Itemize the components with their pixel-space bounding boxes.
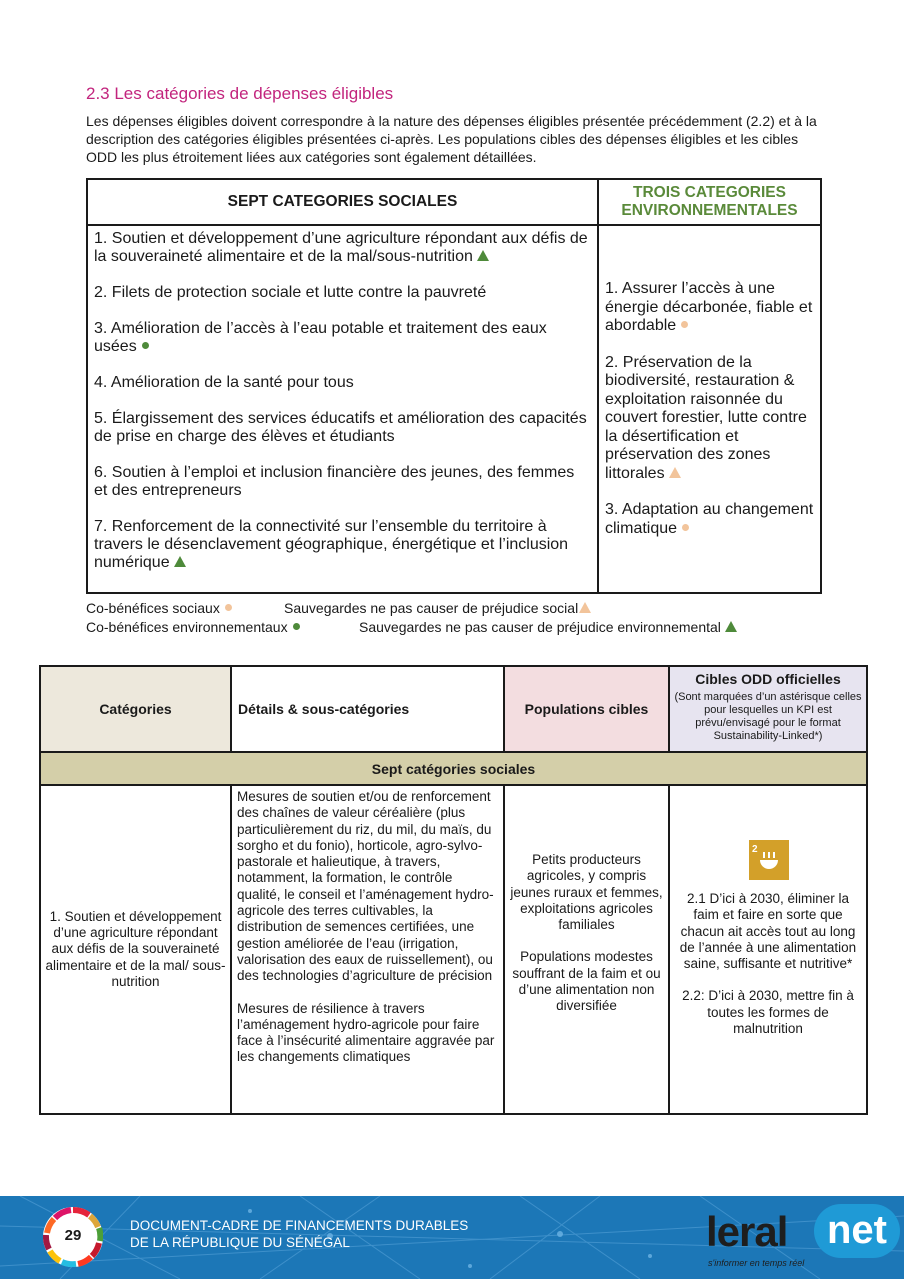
leral-net-logo: leral net s'informer en temps réel <box>706 1204 902 1276</box>
header-odd-targets <box>670 667 866 753</box>
dot-peach-icon <box>225 604 232 611</box>
social-categories-list <box>88 226 599 592</box>
row-populations-cell <box>505 786 670 1113</box>
header-details: Détails & sous-catégories <box>232 667 505 753</box>
triangle-peach-icon <box>669 467 681 478</box>
legend-co-env: Co-bénéfices environnementaux <box>86 619 300 635</box>
social-category-item: 7. Renforcement de la connectivité sur l’ensemble du territoire à travers le désenclavement géographique, énergétique et l’inclusion numérique <box>94 518 569 571</box>
triangle-green-icon <box>725 621 737 632</box>
environmental-category-item: 3. Adaptation au changement climatique <box>605 501 814 537</box>
page-number: 29 <box>64 1227 82 1244</box>
populations-paragraph: Petits producteurs agricoles, y compris jeunes ruraux et femmes, exploitations agricoles familiales <box>510 852 663 933</box>
environmental-category-item: 2. Préservation de la biodiversité, restauration & exploitation raisonnée du couvert forestier, lutte contre la désertification et préservation des zones littorales <box>605 353 807 482</box>
intro-paragraph: Les dépenses éligibles doivent correspondre à la nature des dépenses éligibles présentée précédemment (2.2) et à la description des catégories éligibles présentées ci-après. Les populations cibles des dépenses éligibles et les cibles ODD les plus étroitement liées aux catégories sont également détaillées. <box>86 113 817 165</box>
social-category-item: 4. Amélioration de la santé pour tous <box>94 374 354 391</box>
details-paragraph: Mesures de soutien et/ou de renforcement des chaînes de valeur céréalière (plus particulièrement du riz, du mil, du maïs, du sorgho et du fonio), horticole, agro-sylvo-pastorale et halieutique, à travers, notamment, la formation, le contrôle qualité, le conseil et l’aménagement hydro-agricole des terres cultivables, la distribution de semences certifiées, une gestion améliorée de l’eau (irrigation, valorisation des eaux de ruissellement), ou des technologies d’agriculture de précision <box>237 789 494 984</box>
details-paragraph: Mesures de résilience à travers l’aménagement hydro-agricole pour faire face à l’insécurité alimentaire aggravée par les changements climatiques <box>237 1000 495 1065</box>
environmental-category-item: 1. Assurer l’accès à une énergie décarbonée, fiable et abordable <box>605 280 813 334</box>
section-title: 2.3 Les catégories de dépenses éligibles <box>86 84 394 103</box>
social-categories-band: Sept catégories sociales <box>41 753 866 786</box>
categories-summary-table <box>86 178 822 594</box>
header-populations: Populations cibles <box>505 667 670 753</box>
legend-safeguard-env: Sauvegardes ne pas causer de préjudice environnemental <box>359 619 737 635</box>
page-footer <box>0 1196 904 1279</box>
populations-paragraph: Populations modestes souffrant de la faim et ou d’une alimentation non diversifiée <box>512 949 661 1014</box>
social-category-item: 1. Soutien et développement d’une agriculture répondant aux défis de la souveraineté alimentaire et de la mal/sous-nutrition <box>94 230 588 265</box>
environmental-categories-header: TROIS CATEGORIES ENVIRONNEMENTALES <box>599 180 820 226</box>
social-category-item: 2. Filets de protection sociale et lutte contre la pauvreté <box>94 284 487 301</box>
dot-green-icon <box>293 623 300 630</box>
page-number-badge <box>43 1207 103 1267</box>
odd-header-note: (Sont marquées d’un astérisque celles pour lesquelles un KPI est prévu/envisagé pour le format Sustainability-Linked*) <box>674 691 862 742</box>
triangle-green-icon <box>477 250 489 261</box>
row-odd-cell <box>670 786 866 1113</box>
odd-target-paragraph: 2.2: D’ici à 2030, mettre fin à toutes les formes de malnutrition <box>682 988 854 1037</box>
row-category-cell: 1. Soutien et développement d’une agriculture répondant aux défis de la souveraineté alimentaire et de la mal/ sous-nutrition <box>41 786 232 1113</box>
document-title: DOCUMENT-CADRE DE FINANCEMENTS DURABLES DE LA RÉPUBLIQUE DU SÉNÉGAL <box>130 1218 469 1250</box>
dot-peach-icon <box>681 321 688 328</box>
odd-target-paragraph: 2.1 D’ici à 2030, éliminer la faim et faire en sorte que chacun ait accès tout au long de l’année à une alimentation saine, suffisante et nutritive* <box>679 891 857 972</box>
dot-peach-icon <box>682 524 689 531</box>
triangle-green-icon <box>174 556 186 567</box>
social-category-item: 6. Soutien à l’emploi et inclusion financière des jeunes, des femmes et des entrepreneurs <box>94 464 575 499</box>
legend <box>86 600 822 640</box>
sdg-2-zero-hunger-icon: 2 <box>749 840 789 880</box>
social-category-item: 3. Amélioration de l’accès à l’eau potable et traitement des eaux usées <box>94 320 547 355</box>
detailed-categories-table <box>39 665 868 1115</box>
social-categories-header: SEPT CATEGORIES SOCIALES <box>88 180 599 226</box>
dot-green-icon <box>142 342 149 349</box>
header-categories: Catégories <box>41 667 232 753</box>
legend-safeguard-social: Sauvegardes ne pas causer de préjudice social <box>284 600 591 616</box>
legend-co-social: Co-bénéfices sociaux <box>86 600 232 616</box>
row-details-cell <box>232 786 505 1113</box>
triangle-peach-icon <box>579 602 591 613</box>
environmental-categories-list <box>599 226 820 592</box>
odd-header-title: Cibles ODD officielles <box>695 671 841 687</box>
social-category-item: 5. Élargissement des services éducatifs et amélioration des capacités de prise en charge des élèves et étudiants <box>94 410 587 445</box>
